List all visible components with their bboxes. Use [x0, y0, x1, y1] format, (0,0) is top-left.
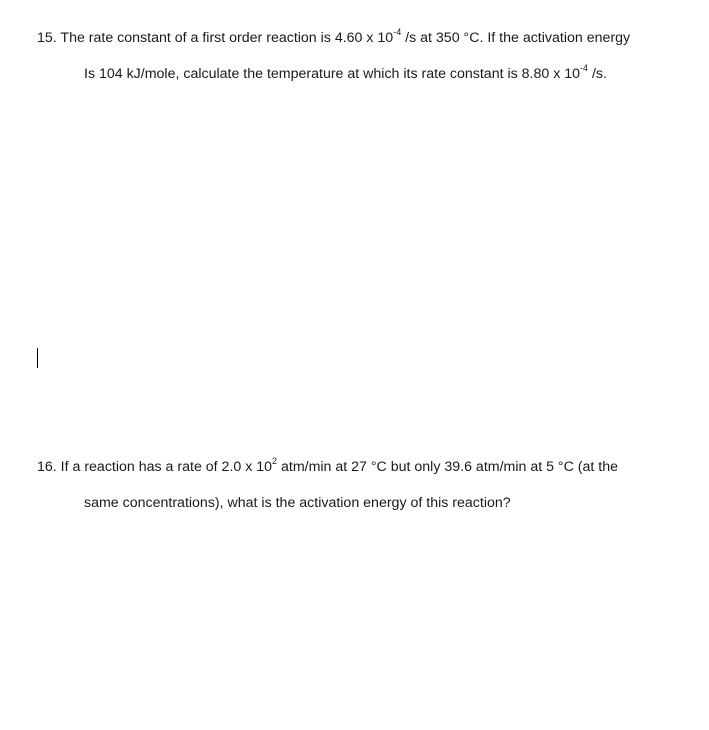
q16-line2-text-a: same concentrations), what is the activation energy of this reaction?: [84, 495, 511, 511]
q16-line1-text-a: 16. If a reaction has a rate of 2.0 x 10: [37, 459, 273, 475]
q15-line1-text-b: /s at 350 °C. If the activation energy: [401, 30, 631, 46]
q16-line1-exponent: 2: [272, 456, 278, 467]
q15-line2-text-a: Is 104 kJ/mole, calculate the temperature at which its rate constant is 8.80 x 10: [84, 66, 581, 82]
question-15-line-1: [37, 29, 630, 47]
q15-line1-text-a: 15. The rate constant of a first order reaction is 4.60 x 10: [37, 30, 394, 46]
question-16-line-2: [84, 494, 511, 512]
q16-line1-text-b: atm/min at 27 °C but only 39.6 atm/min at 5 °C (at the: [277, 459, 619, 475]
question-16-line-1: [37, 458, 618, 476]
q15-line1-exponent: -4: [393, 27, 402, 38]
q15-line2-text-b: /s.: [588, 66, 607, 82]
q15-line2-exponent: -4: [580, 63, 589, 74]
text-cursor[interactable]: [37, 348, 38, 368]
question-15-line-2: [84, 65, 607, 83]
